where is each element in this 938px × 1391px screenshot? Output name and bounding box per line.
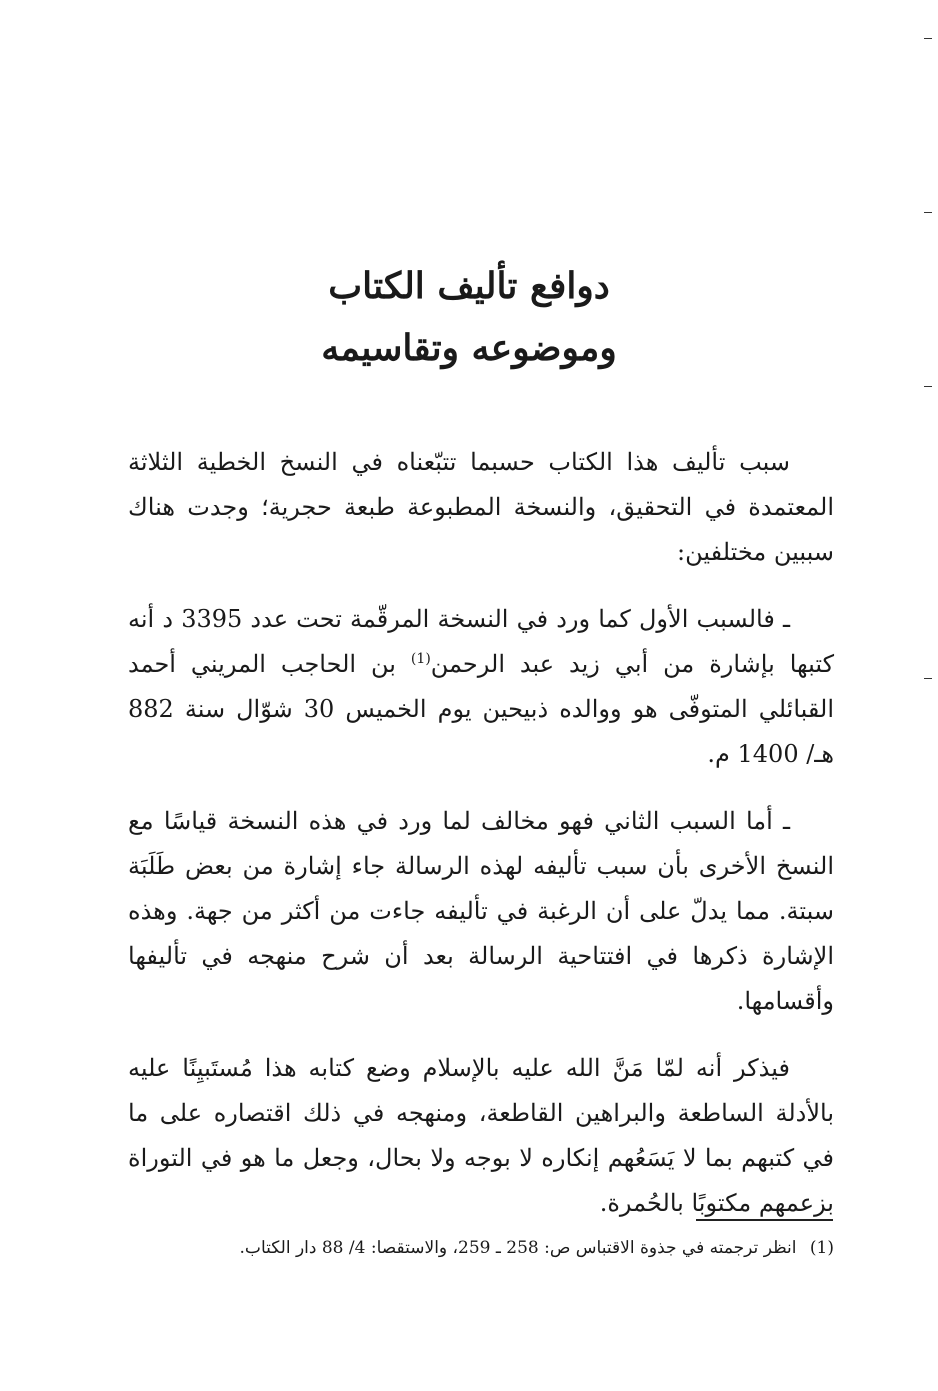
edge-mark — [924, 212, 932, 213]
footnote-text: انظر ترجمته في جذوة الاقتباس ص: 258 ـ 259، والاستقصا: 4/ 88 دار الكتاب. — [239, 1238, 797, 1258]
edge-mark — [924, 678, 932, 679]
paragraph-2 — [128, 597, 834, 777]
title-line-1: دوافع تأليف الكتاب — [328, 265, 610, 307]
footnote-number: (1) — [809, 1238, 834, 1258]
footnote-reference[interactable]: (1) — [410, 651, 431, 667]
paragraph-1: سبب تأليف هذا الكتاب حسبما تتبّعناه في النسخ الخطية الثلاثة المعتمدة في التحقيق، والنسخة المطبوعة طبعة حجرية؛ وجدت هناك سببين مختلفين: — [128, 448, 834, 566]
footnote — [128, 1234, 834, 1262]
paragraph-2-part-2: بن الحاجب المريني أحمد القبائلي المتوفّى هو ووالده ذبيحين يوم الخميس 30 شوّال سنة 882 هـ/ 1400 م. — [128, 650, 834, 768]
paragraph-3: ـ أما السبب الثاني فهو مخالف لما ورد في هذه النسخة قياسًا مع النسخ الأخرى بأن سبب تأليفه لهذه الرسالة جاء إشارة من بعض طَلَبَة سبتة. مما يدلّ على أن الرغبة في تأليفه جاءت من أكثر من جهة. وهذه الإشارة ذكرها في افتتاحية الرسالة بعد أن شرح منهجه في تأليفها وأقسامها. — [128, 807, 834, 1015]
paragraph-2-part-1: ـ فالسبب الأول كما ورد في النسخة المرقّمة تحت عدد 3395 د أنه كتبها بإشارة من أبي زيد عبد الرحمن — [128, 605, 834, 678]
title-line-2: وموضوعه وتقاسيمه — [321, 327, 617, 369]
edge-mark — [924, 386, 932, 387]
footnote-separator — [696, 1219, 833, 1221]
body-text — [128, 440, 834, 1248]
chapter-title — [0, 255, 938, 379]
paragraph-4: فيذكر أنه لمّا مَنَّ الله عليه بالإسلام وضع كتابه هذا مُستَبيِنًا عليه بالأدلة الساطعة والبراهين القاطعة، ومنهجه في ذلك اقتصاره على ما في كتبهم بما لا يَسَعُهم إنكاره لا بوجه ولا بحال، وجعل ما هو في التوراة بزعمهم مكتوبًا بالحُمرة. — [128, 1054, 834, 1217]
edge-mark — [924, 38, 932, 39]
